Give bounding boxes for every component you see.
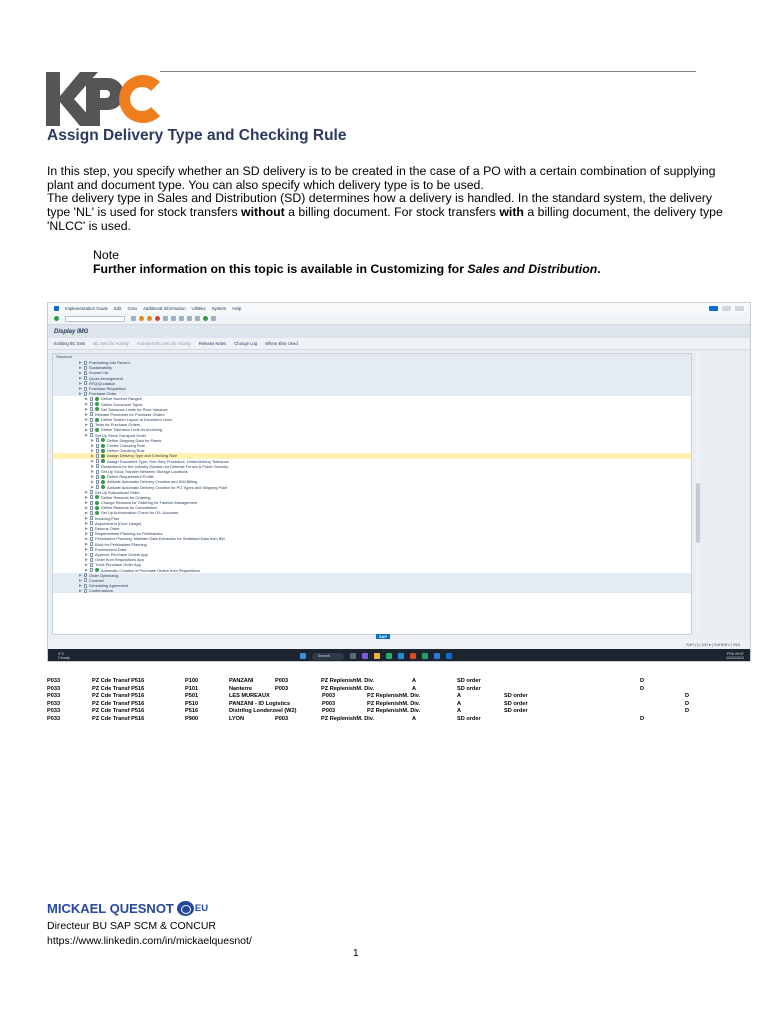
- document-icon[interactable]: [84, 366, 87, 370]
- sap-app-toolbar: [48, 338, 750, 350]
- document-icon[interactable]: [90, 563, 93, 567]
- expand-arrow-icon[interactable]: [85, 532, 88, 535]
- table-cell: P033: [47, 685, 61, 692]
- expand-arrow-icon[interactable]: [91, 449, 94, 452]
- table-cell: Nanterre: [229, 685, 253, 692]
- expand-arrow-icon[interactable]: [85, 537, 88, 540]
- document-icon[interactable]: [90, 402, 93, 406]
- table-cell: SD order: [457, 678, 481, 684]
- activated-bc-sets-button[interactable]: Activated BC Sets for Activity: [136, 341, 191, 346]
- tree-node-label: Requirements Planning for Perishables: [95, 531, 163, 537]
- execute-icon[interactable]: [95, 495, 99, 499]
- tree-node-label: Purchase Requisition: [89, 385, 126, 391]
- table-cell: A: [457, 700, 462, 707]
- document-icon[interactable]: [96, 449, 99, 453]
- tree-node-label: Approve Purchase Orders App: [95, 551, 148, 557]
- document-icon[interactable]: [96, 459, 99, 463]
- document-icon[interactable]: [90, 428, 93, 432]
- note-label: Note: [93, 248, 119, 262]
- help-icon[interactable]: [203, 316, 208, 321]
- sap-logo: SAP: [376, 634, 390, 640]
- expand-arrow-icon[interactable]: [85, 434, 88, 437]
- table-cell: PANZANI: [229, 678, 254, 684]
- tree-node-label: Texts for Purchase Orders: [95, 422, 141, 428]
- outlook-icon[interactable]: [398, 653, 404, 659]
- table-cell: PZ Cde Transf P516: [92, 685, 145, 692]
- intro-paragraph: In this step, you specify whether an SD delivery is to be created in the case of a PO with a certain combination of supplying plant and document type. You can also specify which delivery type is to be used.: [47, 164, 716, 192]
- table-cell: PZ ReplenishM. Div.: [367, 700, 421, 707]
- expand-arrow-icon[interactable]: [85, 496, 88, 499]
- table-cell: A: [457, 708, 462, 715]
- document-icon[interactable]: [96, 438, 99, 442]
- tree-node-label: Set Tolerance Limits for Price Variance: [101, 406, 168, 412]
- tree-node[interactable]: [53, 588, 691, 593]
- expand-arrow-icon[interactable]: [85, 558, 88, 561]
- taskbar-apps: [300, 653, 452, 660]
- execute-icon[interactable]: [95, 506, 99, 510]
- tree-node-label: Assign Document Type, One-Step Procedure, Underdelivery Tolerance: [107, 458, 229, 464]
- tree-scrollbar[interactable]: [696, 353, 700, 635]
- sap-menu-item[interactable]: Help: [232, 305, 242, 311]
- expand-arrow-icon[interactable]: [79, 574, 82, 577]
- execute-icon[interactable]: [101, 449, 105, 453]
- table-cell: P510: [185, 700, 199, 707]
- table-cell: P003: [322, 700, 336, 707]
- document-icon[interactable]: [90, 532, 93, 536]
- execute-icon[interactable]: [101, 480, 105, 484]
- document-icon[interactable]: [90, 433, 93, 437]
- expand-arrow-icon[interactable]: [85, 527, 88, 530]
- document-icon[interactable]: [84, 387, 87, 391]
- tree-node-label: Environment Data: [95, 546, 127, 552]
- tree-node-label: Change Reasons for Ordering for Fashion Management: [101, 500, 198, 506]
- table-cell: A: [412, 685, 417, 692]
- signature-title: Directeur BU SAP SCM & CONCUR: [47, 920, 217, 932]
- tree-node-label: Purchase Order: [89, 391, 117, 397]
- tree-node-label: Contract: [89, 577, 104, 583]
- table-cell: LYON: [229, 715, 245, 722]
- document-icon[interactable]: [90, 418, 93, 422]
- execute-icon[interactable]: [95, 501, 99, 505]
- expand-arrow-icon[interactable]: [85, 569, 88, 572]
- execute-icon[interactable]: [95, 568, 99, 572]
- sap-system-toolbar: [48, 313, 750, 325]
- execute-icon[interactable]: [95, 402, 99, 406]
- kpc-logo: [46, 72, 162, 126]
- expand-arrow-icon[interactable]: [79, 392, 82, 395]
- expand-arrow-icon[interactable]: [91, 465, 94, 468]
- table-cell: P003: [322, 693, 336, 700]
- table-cell: D: [685, 693, 690, 700]
- tree-node-label: Track Purchase Order App: [95, 562, 141, 568]
- table-cell: PZ Cde Transf P516: [92, 715, 145, 722]
- tree-node-label: Define Document Types: [101, 401, 143, 407]
- expand-arrow-icon[interactable]: [79, 584, 82, 587]
- table-cell: SD order: [504, 693, 528, 700]
- table-cell: P033: [47, 700, 61, 707]
- tree-node-label: Purchasing Info Record: [89, 360, 130, 365]
- tree-node-label: Create Checking Rule: [107, 443, 146, 448]
- document-icon[interactable]: [90, 412, 93, 416]
- scrollbar-thumb[interactable]: [696, 483, 700, 543]
- document-icon[interactable]: [90, 547, 93, 551]
- tree-node-label: Restrictions for the Industry Solution for Defense Forces & Public Security: [101, 463, 229, 469]
- document-icon[interactable]: [96, 475, 99, 479]
- explorer-icon[interactable]: [374, 653, 380, 659]
- document-icon[interactable]: [96, 464, 99, 468]
- table-cell: SD order: [457, 685, 481, 692]
- windows-taskbar: [48, 649, 751, 662]
- table-cell: P900: [185, 715, 199, 722]
- expand-arrow-icon[interactable]: [79, 361, 82, 364]
- tree-node-label: Define Number Ranges: [101, 396, 142, 402]
- close-icon[interactable]: [735, 306, 744, 311]
- table-cell: P100: [185, 678, 199, 684]
- table-cell: Distrilog Londerzeel (W2): [229, 708, 297, 715]
- sap-menu-item[interactable]: Additional Information: [143, 305, 186, 311]
- window-user-icon[interactable]: [709, 306, 718, 311]
- execute-icon[interactable]: [101, 454, 105, 458]
- document-icon[interactable]: [84, 371, 87, 375]
- last-page-icon[interactable]: [187, 316, 192, 321]
- sap-logon-icon[interactable]: [446, 653, 452, 659]
- page-number: 1: [353, 948, 359, 959]
- table-cell: PZ ReplenishM. Div.: [321, 685, 375, 692]
- document-icon[interactable]: [96, 485, 99, 489]
- table-cell: P003: [275, 715, 289, 722]
- document-icon[interactable]: [90, 511, 93, 515]
- document-icon[interactable]: [96, 470, 99, 474]
- expand-arrow-icon[interactable]: [79, 382, 82, 385]
- tree-node-label: Order from Requisitions App: [95, 557, 144, 563]
- sap-menu-item[interactable]: System: [211, 305, 227, 311]
- expand-arrow-icon[interactable]: [85, 506, 88, 509]
- document-icon[interactable]: [90, 501, 93, 505]
- first-page-icon[interactable]: [179, 316, 184, 321]
- tree-node-label: Define Requirement Profile: [107, 474, 154, 480]
- execute-icon[interactable]: [101, 485, 105, 489]
- table-cell: D: [640, 715, 645, 722]
- new-session-icon[interactable]: [195, 316, 200, 321]
- execute-icon[interactable]: [101, 444, 105, 448]
- minimize-icon[interactable]: [722, 306, 731, 311]
- document-icon[interactable]: [96, 454, 99, 458]
- release-notes-button[interactable]: Release Notes: [198, 341, 227, 346]
- change-log-button[interactable]: Change Log: [234, 341, 258, 346]
- expand-arrow-icon[interactable]: [85, 512, 88, 515]
- document-icon[interactable]: [90, 397, 93, 401]
- where-else-used-button[interactable]: Where Else Used: [265, 341, 298, 346]
- tree-node-label: Automatic Creation of Purchase Orders from Requisitions: [101, 567, 201, 573]
- document-icon[interactable]: [84, 361, 87, 365]
- document-icon[interactable]: [84, 578, 87, 582]
- document-icon[interactable]: [90, 516, 93, 520]
- document-icon[interactable]: [90, 558, 93, 562]
- tree-node-label: Activate Automatic Delivery Creation for PO Types and Shipping Point: [107, 484, 228, 490]
- taskbar-search[interactable]: Search: [312, 653, 344, 660]
- tree-node-label: Confirmations: [89, 588, 114, 594]
- table-cell: SD order: [504, 700, 528, 707]
- sap-menu-icon[interactable]: [54, 306, 59, 311]
- sap-menubar: [48, 303, 750, 313]
- expand-arrow-icon[interactable]: [91, 480, 94, 483]
- table-cell: P033: [47, 715, 61, 722]
- linkedin-link[interactable]: https://www.linkedin.com/in/mickaelquesnot/: [47, 935, 252, 947]
- page-heading: Assign Delivery Type and Checking Rule: [47, 127, 347, 144]
- edge-icon[interactable]: [386, 653, 392, 659]
- layout-icon[interactable]: [211, 316, 216, 321]
- document-icon[interactable]: [90, 490, 93, 494]
- document-icon[interactable]: [90, 423, 93, 427]
- table-cell: A: [412, 678, 417, 684]
- command-field[interactable]: [65, 316, 125, 322]
- powerpoint-icon[interactable]: [410, 653, 416, 659]
- document-icon[interactable]: [90, 506, 93, 510]
- expand-arrow-icon[interactable]: [85, 491, 88, 494]
- expand-arrow-icon[interactable]: [79, 371, 82, 374]
- table-cell: PZ Cde Transf P516: [92, 708, 145, 715]
- expand-arrow-icon[interactable]: [85, 548, 88, 551]
- table-cell: P033: [47, 708, 61, 715]
- weather-widget[interactable]: 4°C Cloudy: [58, 652, 70, 660]
- window-controls: [709, 306, 750, 311]
- document-icon[interactable]: [90, 407, 93, 411]
- sap-screen-title: Display IMG: [48, 325, 750, 338]
- execute-icon[interactable]: [101, 459, 105, 463]
- expand-arrow-icon[interactable]: [79, 366, 82, 369]
- table-row: [47, 693, 737, 701]
- execute-icon[interactable]: [95, 407, 99, 411]
- document-icon[interactable]: [90, 542, 93, 546]
- tree-node-label: Invoicing Plan: [95, 515, 120, 521]
- table-cell: PZ Cde Transf P516: [92, 693, 145, 700]
- document-icon[interactable]: [96, 480, 99, 484]
- tree-node-label: RFQ/Quotation: [89, 380, 116, 386]
- document-icon[interactable]: [90, 527, 93, 531]
- table-row: [47, 701, 737, 709]
- table-cell: PZ ReplenishM. Div.: [367, 693, 421, 700]
- tree-node-label: Assign Delivery Type and Checking Rule: [107, 453, 178, 459]
- tree-header: Structure: [53, 354, 691, 360]
- expand-arrow-icon[interactable]: [79, 589, 82, 592]
- document-icon[interactable]: [90, 553, 93, 557]
- document-icon[interactable]: [84, 584, 87, 588]
- tree-node-label: Source List: [89, 370, 109, 376]
- table-cell: P033: [47, 678, 61, 684]
- execute-icon[interactable]: [101, 475, 105, 479]
- execute-icon[interactable]: [95, 511, 99, 515]
- table-cell: PZ Cde Transf P516: [92, 678, 145, 684]
- table-cell: D: [640, 678, 645, 684]
- find-icon[interactable]: [171, 316, 176, 321]
- table-cell: P003: [322, 708, 336, 715]
- document-icon[interactable]: [90, 495, 93, 499]
- execute-icon[interactable]: [95, 428, 99, 432]
- table-cell: PZ ReplenishM. Div.: [321, 715, 375, 722]
- expand-arrow-icon[interactable]: [79, 377, 82, 380]
- table-cell: D: [640, 685, 645, 692]
- expand-arrow-icon[interactable]: [85, 543, 88, 546]
- expand-arrow-icon[interactable]: [85, 522, 88, 525]
- back-icon[interactable]: [139, 316, 144, 321]
- sap-screenshot: [47, 302, 751, 662]
- tree-node-label: Define Reasons for Ordering: [101, 494, 151, 500]
- task-view-icon[interactable]: [350, 653, 356, 659]
- tree-node-label: Define Tolerance Limit for Archiving: [101, 427, 162, 433]
- print-icon[interactable]: [163, 316, 168, 321]
- tree-node-label: Define Reasons for Cancellation: [101, 505, 157, 511]
- tree-node-label: Set Up Stock Transport Order: [95, 432, 147, 438]
- expand-arrow-icon[interactable]: [79, 579, 82, 582]
- table-row: [47, 686, 737, 694]
- tree-node-label: BAdI for Perishables Planning: [95, 541, 147, 547]
- excel-icon[interactable]: [422, 653, 428, 659]
- table-cell: PZ ReplenishM. Div.: [367, 708, 421, 715]
- table-cell: A: [412, 715, 417, 722]
- save-icon[interactable]: [131, 316, 136, 321]
- expand-arrow-icon[interactable]: [85, 553, 88, 556]
- tree-node-label: Appointment (Door Usage): [95, 520, 142, 526]
- exit-icon[interactable]: [147, 316, 152, 321]
- cancel-icon[interactable]: [155, 316, 160, 321]
- expand-arrow-icon[interactable]: [91, 439, 94, 442]
- table-cell: P501: [185, 693, 199, 700]
- document-icon[interactable]: [84, 381, 87, 385]
- table-cell: PZ ReplenishM. Div.: [321, 678, 375, 684]
- tree-node-label: Order Optimizing: [89, 572, 119, 578]
- execute-icon[interactable]: [95, 418, 99, 422]
- expand-arrow-icon[interactable]: [85, 418, 88, 421]
- system-tray[interactable]: FRA 09:57 13/03/2024: [726, 651, 744, 660]
- table-row: [47, 716, 737, 724]
- table-row: [47, 678, 737, 686]
- expand-arrow-icon[interactable]: [85, 563, 88, 566]
- document-icon[interactable]: [84, 376, 87, 380]
- tree-node-label: Define Shipping Data for Plants: [107, 437, 162, 443]
- expand-arrow-icon[interactable]: [85, 403, 88, 406]
- table-cell: PANZANI - ID Logistics: [229, 700, 291, 707]
- tree-node-label: Quota Arrangement: [89, 375, 123, 381]
- execute-icon[interactable]: [101, 438, 105, 442]
- img-structure-tree: [52, 353, 692, 635]
- tree-node-label: Activate Automatic Delivery Creation and IDM Billing: [107, 479, 198, 485]
- document-icon[interactable]: [96, 444, 99, 448]
- table-cell: LES MUREAUX: [229, 693, 270, 700]
- expand-arrow-icon[interactable]: [91, 454, 94, 457]
- execute-icon[interactable]: [95, 397, 99, 401]
- tree-node-label: Define Checking Rule: [107, 448, 145, 454]
- table-cell: D: [685, 700, 690, 707]
- expand-arrow-icon[interactable]: [85, 413, 88, 416]
- expand-arrow-icon[interactable]: [85, 501, 88, 504]
- table-cell: P003: [275, 685, 289, 692]
- windows-start-icon[interactable]: [300, 653, 306, 659]
- tree-node-label: Set Up Authorization Check for G/L Accounts: [101, 510, 179, 516]
- expand-arrow-icon[interactable]: [85, 408, 88, 411]
- document-icon[interactable]: [84, 392, 87, 396]
- note-text: Further information on this topic is available in Customizing for Sales and Distribution.: [93, 262, 601, 276]
- delivery-type-table: [47, 678, 737, 724]
- expand-arrow-icon[interactable]: [91, 475, 94, 478]
- table-cell: P101: [185, 685, 199, 692]
- document-icon[interactable]: [90, 537, 93, 541]
- expand-arrow-icon[interactable]: [91, 444, 94, 447]
- expand-arrow-icon[interactable]: [91, 486, 94, 489]
- sap-menu-item[interactable]: Edit: [113, 305, 122, 311]
- table-cell: P516: [185, 708, 199, 715]
- bc-sets-activity-button[interactable]: BC Sets for Activity: [93, 341, 129, 346]
- tree-node-label: Scheduling Agreement: [89, 583, 129, 589]
- sap-menu-item[interactable]: Implementation Guide: [65, 305, 108, 311]
- expand-arrow-icon[interactable]: [85, 423, 88, 426]
- enter-icon[interactable]: [54, 316, 59, 321]
- word-icon[interactable]: [434, 653, 440, 659]
- teams-icon[interactable]: [362, 653, 368, 659]
- tree-rows: [53, 360, 691, 593]
- tree-node-label: Set Up Subcontract Order: [95, 489, 140, 495]
- expand-arrow-icon[interactable]: [79, 387, 82, 390]
- table-cell: P033: [47, 693, 61, 700]
- document-icon[interactable]: [90, 521, 93, 525]
- expand-arrow-icon[interactable]: [85, 429, 88, 432]
- eu-globe-icon: [177, 901, 194, 916]
- top-rule: [160, 71, 696, 72]
- expand-arrow-icon[interactable]: [85, 397, 88, 400]
- sap-menu-item[interactable]: Goto: [127, 305, 138, 311]
- tree-node-label: Define Screen Layout at Document Level: [101, 417, 172, 423]
- tree-node-label: Returns Order: [95, 526, 120, 531]
- document-icon[interactable]: [90, 568, 93, 572]
- table-cell: SD order: [504, 708, 528, 715]
- document-icon[interactable]: [84, 573, 87, 577]
- expand-arrow-icon[interactable]: [85, 517, 88, 520]
- tree-node-label: Perishables Planning: Maintain Data Extraction for Statistical Data from BW: [95, 536, 225, 542]
- sap-menu-item[interactable]: Utilities: [191, 305, 206, 311]
- table-cell: P003: [275, 678, 289, 684]
- tree-node-label: Release Procedure for Purchase Orders: [95, 411, 165, 417]
- sap-status-bar: S4H (1) 100 ▾ | S4HDEV | INS: [48, 639, 751, 649]
- table-row: [47, 708, 737, 716]
- table-cell: SD order: [457, 715, 481, 722]
- tree-node-label: Sustainability: [89, 365, 112, 371]
- tree-node-label: Set Up Stock Transfer Between Storage Locations: [101, 468, 188, 474]
- signature-name: MICKAEL QUESNOT EU: [47, 901, 209, 916]
- table-cell: PZ Cde Transf P516: [92, 700, 145, 707]
- existing-bc-sets-button[interactable]: Existing BC Sets: [54, 341, 86, 346]
- table-cell: A: [457, 693, 462, 700]
- document-icon[interactable]: [84, 589, 87, 593]
- expand-arrow-icon[interactable]: [91, 470, 94, 473]
- table-cell: D: [685, 708, 690, 715]
- delivery-type-paragraph: The delivery type in Sales and Distribution (SD) determines how a delivery is handled. In the standard system, the delivery type 'NL' is used for stock transfers without a billing document. For stock transfers with a billing document, the delivery type 'NLCC' is used.: [47, 191, 723, 233]
- expand-arrow-icon[interactable]: [91, 460, 94, 463]
